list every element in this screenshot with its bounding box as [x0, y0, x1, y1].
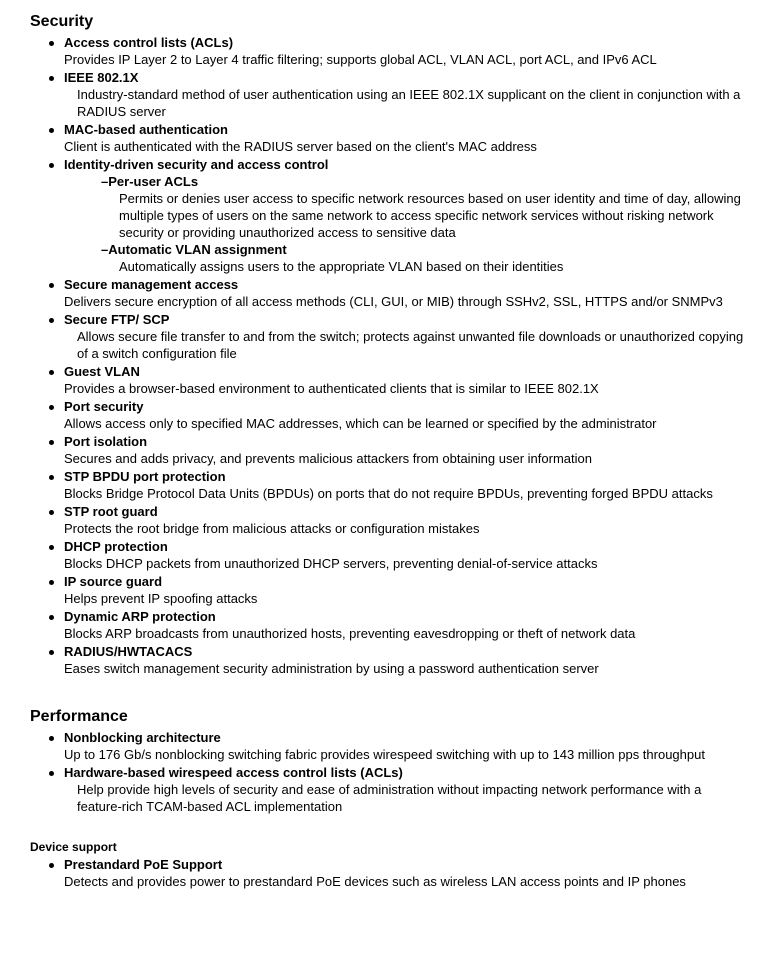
bullet-icon	[49, 771, 54, 776]
feature-label: Prestandard PoE Support	[64, 857, 223, 872]
feature-item-body	[64, 34, 747, 68]
feature-description: Blocks DHCP packets from unauthorized DHCP servers, preventing denial-of-service attacks	[64, 556, 598, 571]
feature-label: DHCP protection	[64, 539, 168, 554]
section-heading-device-support: Device support	[30, 840, 117, 854]
feature-item	[30, 503, 747, 537]
section-heading-performance: Performance	[30, 708, 128, 725]
section-security	[30, 12, 747, 677]
bullet-icon	[49, 163, 54, 168]
feature-item-body	[64, 729, 747, 763]
feature-label: Access control lists (ACLs)	[64, 35, 234, 50]
feature-description: Industry-standard method of user authentication using an IEEE 802.1X supplicant on the client in conjunction with a RADIUS server	[77, 87, 741, 119]
feature-label: Nonblocking architecture	[64, 730, 221, 745]
feature-description: Provides IP Layer 2 to Layer 4 traffic filtering; supports global ACL, VLAN ACL, port ACL, and IPv6 ACL	[64, 52, 657, 67]
feature-description: Help provide high levels of security and ease of administration without impacting network performance with a feature-rich TCAM-based ACL implementation	[77, 782, 702, 814]
sub-feature-item	[64, 173, 747, 241]
feature-description: Allows access only to specified MAC addresses, which can be learned or specified by the administrator	[64, 416, 657, 431]
feature-label: STP root guard	[64, 504, 158, 519]
bullet-icon	[49, 736, 54, 741]
feature-item-body	[64, 121, 747, 155]
feature-label: Port security	[64, 399, 144, 414]
feature-label: Secure management access	[64, 277, 239, 292]
feature-item-body	[64, 433, 747, 467]
feature-item-body	[64, 311, 747, 362]
feature-item-body	[64, 856, 747, 890]
feature-item-body	[64, 608, 747, 642]
feature-item	[30, 433, 747, 467]
bullet-icon	[49, 650, 54, 655]
bullet-icon	[49, 128, 54, 133]
section-performance	[30, 707, 747, 815]
feature-label: Guest VLAN	[64, 364, 140, 379]
feature-item-body	[64, 573, 747, 607]
feature-label: RADIUS/HWTACACS	[64, 644, 193, 659]
feature-description: Protects the root bridge from malicious attacks or configuration mistakes	[64, 521, 480, 536]
feature-label: Dynamic ARP protection	[64, 609, 216, 624]
dash-icon: –	[101, 242, 109, 257]
feature-label: Identity-driven security and access control	[64, 157, 329, 172]
feature-item	[30, 729, 747, 763]
feature-item	[30, 121, 747, 155]
bullet-icon	[49, 580, 54, 585]
feature-label: STP BPDU port protection	[64, 469, 226, 484]
feature-item	[30, 34, 747, 68]
feature-item	[30, 363, 747, 397]
bullet-icon	[49, 440, 54, 445]
feature-item-body	[64, 398, 747, 432]
sub-feature-label	[101, 241, 747, 258]
feature-item	[30, 468, 747, 502]
sub-feature-description: Permits or denies user access to specific network resources based on user identity and time of day, allowing multiple types of users on the same network to access specific network services without risking network security or providing unauthorized access to sensitive data	[119, 191, 741, 240]
feature-description: Helps prevent IP spoofing attacks	[64, 591, 258, 606]
bullet-icon	[49, 283, 54, 288]
bullet-icon	[49, 41, 54, 46]
feature-description: Allows secure file transfer to and from the switch; protects against unwanted file downloads or unauthorized copying of a switch configuration file	[77, 329, 744, 361]
feature-label: IEEE 802.1X	[64, 70, 139, 85]
feature-item	[30, 276, 747, 310]
feature-item-body	[64, 468, 747, 502]
feature-item	[30, 856, 747, 890]
section-heading-security: Security	[30, 13, 94, 30]
bullet-icon	[49, 475, 54, 480]
bullet-icon	[49, 318, 54, 323]
bullet-icon	[49, 615, 54, 620]
feature-item-body	[64, 276, 747, 310]
feature-item	[30, 156, 747, 275]
feature-item	[30, 398, 747, 432]
feature-description: Delivers secure encryption of all access methods (CLI, GUI, or MIB) through SSHv2, SSL, HTTPS and/or SNMPv3	[64, 294, 723, 309]
document-content	[30, 12, 747, 890]
feature-description: Client is authenticated with the RADIUS server based on the client's MAC address	[64, 139, 537, 154]
feature-item-body	[64, 363, 747, 397]
bullet-icon	[49, 405, 54, 410]
feature-item	[30, 538, 747, 572]
feature-item-body	[64, 538, 747, 572]
feature-description: Blocks ARP broadcasts from unauthorized hosts, preventing eavesdropping or theft of network data	[64, 626, 636, 641]
feature-item	[30, 608, 747, 642]
section-device-support	[30, 839, 747, 890]
feature-label: IP source guard	[64, 574, 163, 589]
sub-feature-label-text: Per-user ACLs	[108, 174, 199, 189]
feature-item	[30, 643, 747, 677]
bullet-icon	[49, 76, 54, 81]
sub-feature-description: Automatically assigns users to the appropriate VLAN based on their identities	[119, 259, 564, 274]
feature-label: Port isolation	[64, 434, 148, 449]
feature-item-body	[64, 643, 747, 677]
feature-item-body	[64, 503, 747, 537]
bullet-icon	[49, 863, 54, 868]
sub-feature-label	[101, 173, 747, 190]
feature-description: Blocks Bridge Protocol Data Units (BPDUs) on ports that do not require BPDUs, preventing forged BPDU attacks	[64, 486, 713, 501]
sub-feature-label-text: Automatic VLAN assignment	[108, 242, 287, 257]
feature-description: Detects and provides power to prestandard PoE devices such as wireless LAN access points and IP phones	[64, 874, 686, 889]
feature-item-body	[64, 69, 747, 120]
feature-item	[30, 573, 747, 607]
sub-feature-item	[64, 241, 747, 275]
feature-description: Up to 176 Gb/s nonblocking switching fabric provides wirespeed switching with up to 143 million pps throughput	[64, 747, 705, 762]
feature-description: Eases switch management security administration by using a password authentication server	[64, 661, 599, 676]
feature-item-body	[64, 156, 747, 275]
bullet-icon	[49, 510, 54, 515]
feature-label: Secure FTP/ SCP	[64, 312, 170, 327]
feature-item	[30, 764, 747, 815]
feature-description: Secures and adds privacy, and prevents malicious attackers from obtaining user information	[64, 451, 592, 466]
bullet-icon	[49, 370, 54, 375]
feature-label: Hardware-based wirespeed access control lists (ACLs)	[64, 765, 403, 780]
bullet-icon	[49, 545, 54, 550]
feature-item	[30, 69, 747, 120]
dash-icon: –	[101, 174, 109, 189]
feature-item	[30, 311, 747, 362]
feature-label: MAC-based authentication	[64, 122, 228, 137]
feature-item-body	[64, 764, 747, 815]
feature-description: Provides a browser-based environment to authenticated clients that is similar to IEEE 802.1X	[64, 381, 599, 396]
